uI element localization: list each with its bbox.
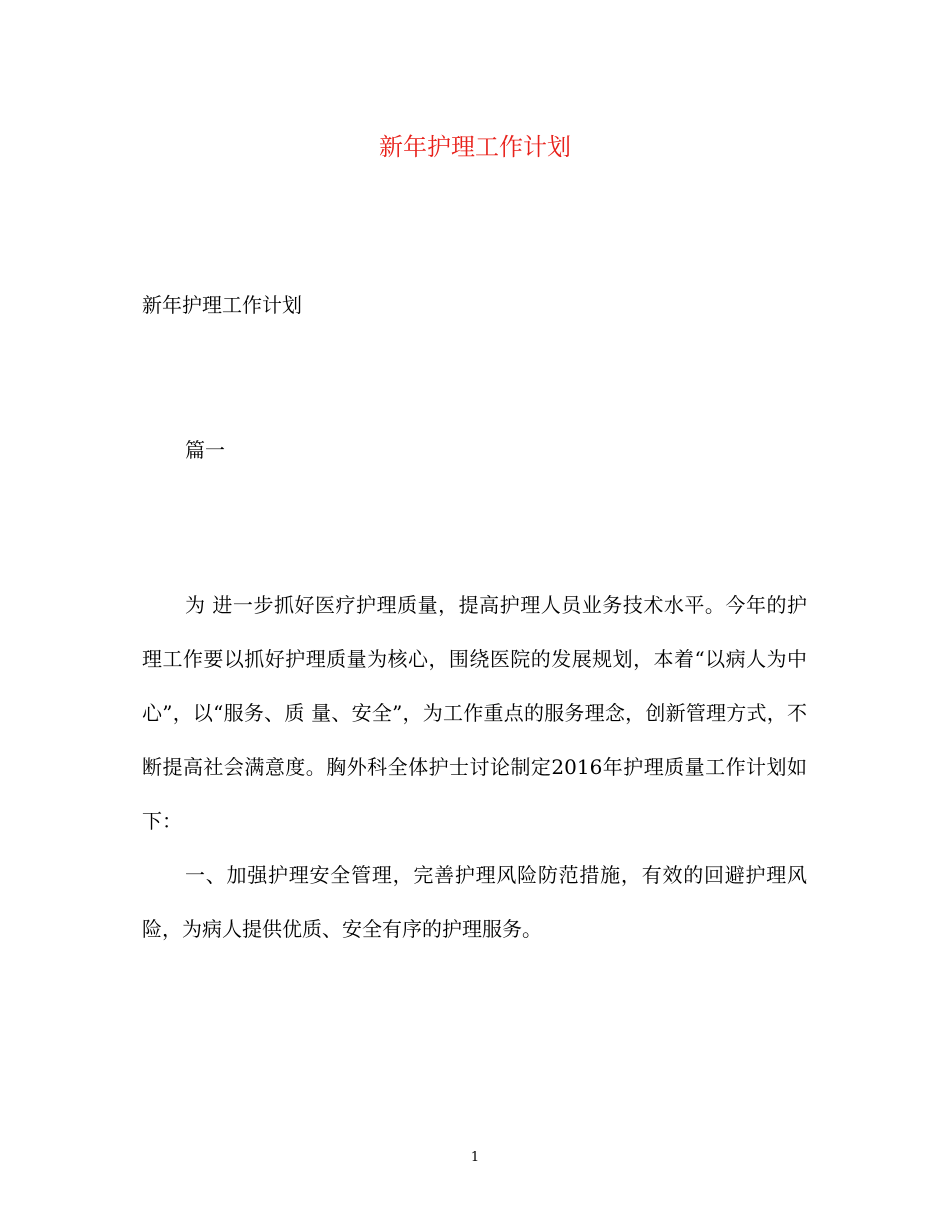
- document-subtitle: 新年护理工作计划: [142, 293, 302, 317]
- section-label: 篇一: [185, 438, 225, 462]
- body-text: [142, 578, 807, 956]
- page-number: 1: [470, 1150, 480, 1165]
- paragraph-item-1: 一、加强护理安全管理，完善护理风险防范措施，有效的回避护理风险，为病人提供优质、安全有序的护理服务。: [142, 863, 807, 941]
- paragraph-intro: 为 进一步抓好医疗护理质量，提高护理人员业务技术水平。今年的护理工作要以抓好护理质量为核心，围绕医院的发展规划，本着“以病人为中心”，以“服务、质 量、安全”，为工作重点的服务理念，创新管理方式，不断提高社会满意度。胸外科全体护士讨论制定2016年护理质量工作计划如下：: [142, 593, 807, 833]
- document-title: 新年护理工作计划: [379, 133, 571, 161]
